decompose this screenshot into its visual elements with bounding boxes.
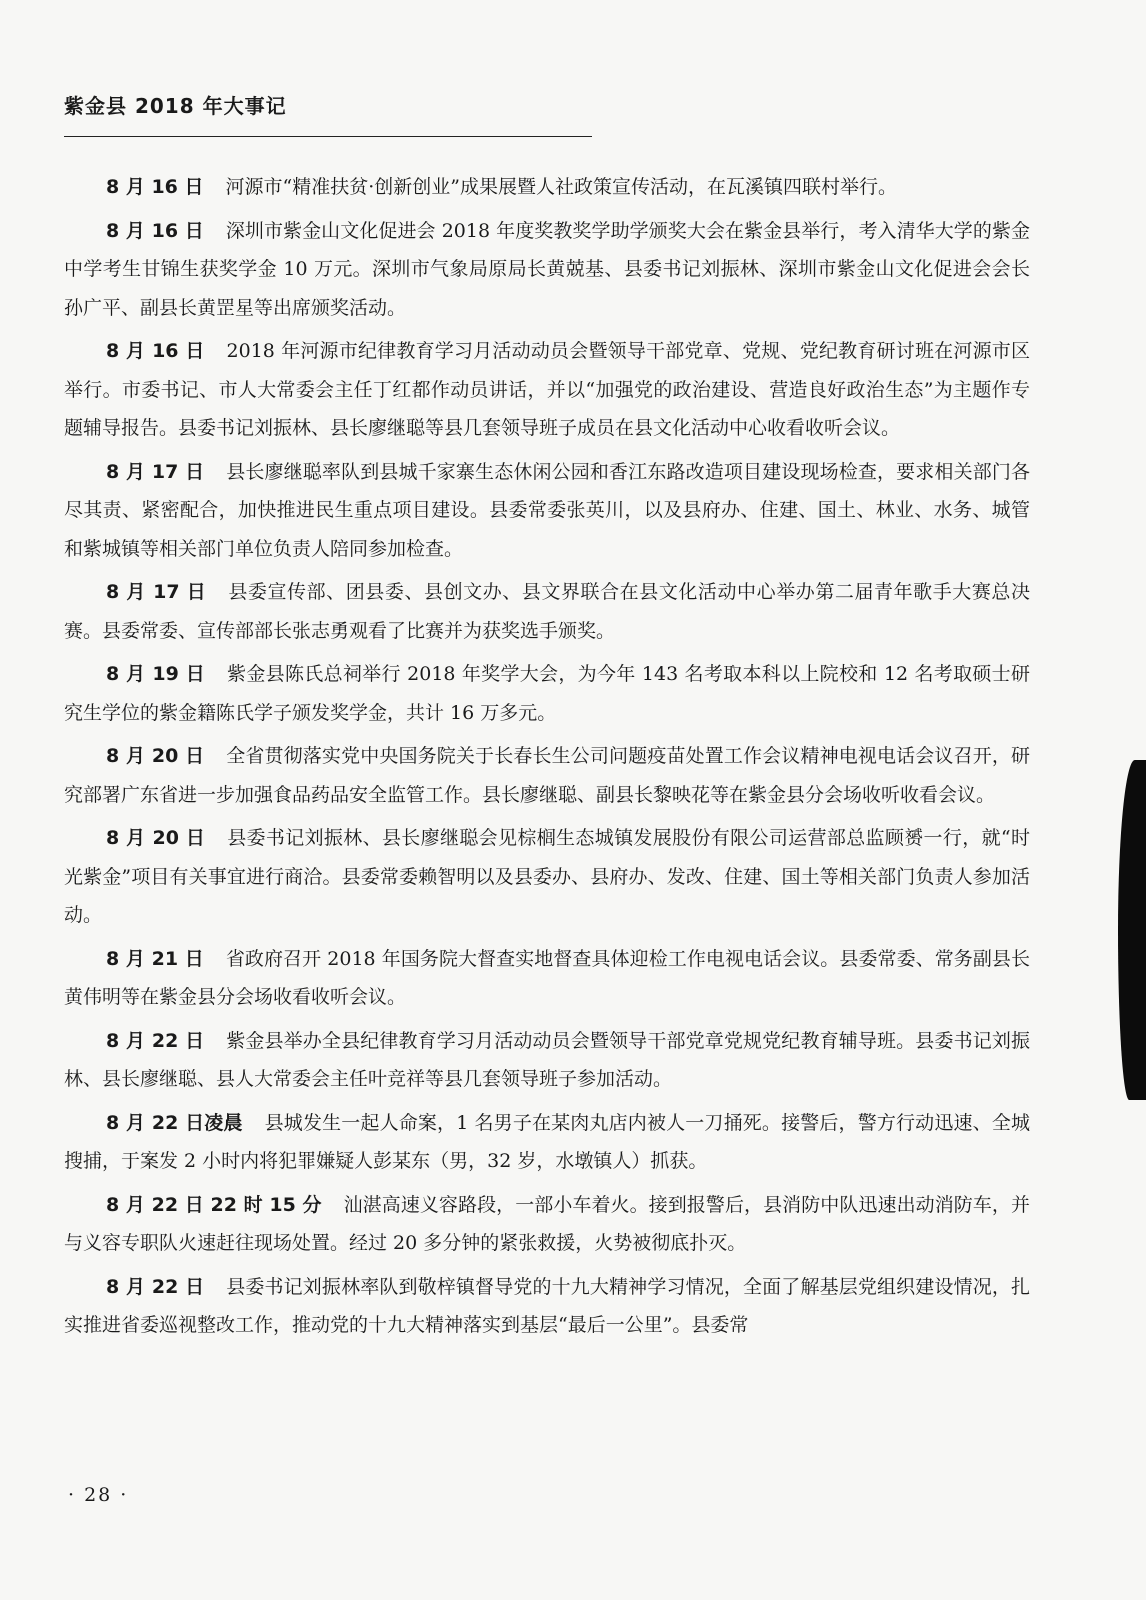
entry bbox=[64, 940, 1030, 1017]
entry-text: 县长廖继聪率队到县城千家寨生态休闲公园和香江东路改造项目建设现场检查，要求相关部门各尽其责、紧密配合，加快推进民生重点项目建设。县委常委张英川，以及县府办、住建、国土、林业、水务、城管和紫城镇等相关部门单位负责人陪同参加检查。 bbox=[64, 460, 1030, 560]
entry bbox=[64, 168, 1030, 207]
entry bbox=[64, 737, 1030, 814]
entry-date: 8 月 16 日 bbox=[106, 176, 204, 198]
entry-date: 8 月 22 日凌晨 bbox=[106, 1111, 243, 1134]
entry-date: 8 月 17 日 bbox=[106, 581, 207, 603]
entry-text: 县城发生一起人命案，1 名男子在某肉丸店内被人一刀捅死。接警后，警方行动迅速、全城搜捕，于案发 2 小时内将犯罪嫌疑人彭某东（男，32 岁，水墩镇人）抓获。 bbox=[64, 1111, 1030, 1172]
entry bbox=[64, 1104, 1030, 1181]
entry-date: 8 月 21 日 bbox=[106, 947, 204, 970]
entry-date: 8 月 22 日 bbox=[106, 1275, 205, 1298]
page-header-title: 紫金县 2018 年大事记 bbox=[64, 94, 287, 118]
entry-date: 8 月 16 日 bbox=[106, 340, 205, 362]
entry-text: 紫金县陈氏总祠举行 2018 年奖学大会，为今年 143 名考取本科以上院校和 12 名考取硕士研究生学位的紫金籍陈氏学子颁发奖学金，共计 16 万多元。 bbox=[64, 663, 1030, 724]
header-divider bbox=[64, 136, 592, 137]
entry-date: 8 月 19 日 bbox=[106, 663, 206, 685]
entry-text: 县委宣传部、团县委、县创文办、县文界联合在县文化活动中心举办第二届青年歌手大赛总决赛。县委常委、宣传部部长张志勇观看了比赛并为获奖选手颁奖。 bbox=[64, 581, 1030, 642]
entry-text: 河源市“精准扶贫·创新创业”成果展暨人社政策宣传活动，在瓦溪镇四联村举行。 bbox=[225, 176, 897, 198]
entry-text: 深圳市紫金山文化促进会 2018 年度奖教奖学助学颁奖大会在紫金县举行，考入清华大学的紫金中学考生甘锦生获奖学金 10 万元。深圳市气象局原局长黄兢基、县委书记刘振林、深圳市紫金山文化促进会会长孙广平、副县长黄罡星等出席颁奖活动。 bbox=[64, 219, 1030, 319]
entry bbox=[64, 1186, 1030, 1263]
entry-text: 汕湛高速义容路段，一部小车着火。接到报警后，县消防中队迅速出动消防车，并与义容专职队火速赶往现场处置。经过 20 多分钟的紧张救援，火势被彻底扑灭。 bbox=[64, 1193, 1030, 1254]
entry bbox=[64, 1268, 1030, 1345]
entry bbox=[64, 332, 1030, 448]
chronicle-entries bbox=[64, 168, 1030, 1350]
entry bbox=[64, 573, 1030, 650]
entry-text: 县委书记刘振林、县长廖继聪会见棕榈生态城镇发展股份有限公司运营部总监顾赟一行，就“时光紫金”项目有关事宜进行商洽。县委常委赖智明以及县委办、县府办、发改、住建、国土等相关部门负责人参加活动。 bbox=[64, 827, 1030, 926]
entry-date: 8 月 22 日 22 时 15 分 bbox=[106, 1193, 322, 1216]
entry bbox=[64, 655, 1030, 732]
entry-text: 紫金县举办全县纪律教育学习月活动动员会暨领导干部党章党规党纪教育辅导班。县委书记刘振林、县长廖继聪、县人大常委会主任叶竞祥等县几套领导班子参加活动。 bbox=[64, 1029, 1030, 1090]
entry-date: 8 月 22 日 bbox=[106, 1029, 205, 1052]
scan-edge-shadow bbox=[1118, 760, 1146, 1100]
entry-date: 8 月 17 日 bbox=[106, 460, 205, 483]
page-number: · 28 · bbox=[68, 1484, 129, 1506]
entry bbox=[64, 453, 1030, 569]
entry-text: 县委书记刘振林率队到敬梓镇督导党的十九大精神学习情况，全面了解基层党组织建设情况，扎实推进省委巡视整改工作，推动党的十九大精神落实到基层“最后一公里”。县委常 bbox=[64, 1275, 1030, 1336]
entry-text: 全省贯彻落实党中央国务院关于长春长生公司问题疫苗处置工作会议精神电视电话会议召开，研究部署广东省进一步加强食品药品安全监管工作。县长廖继聪、副县长黎映花等在紫金县分会场收听收看会议。 bbox=[64, 745, 1030, 806]
entry-text: 省政府召开 2018 年国务院大督查实地督查具体迎检工作电视电话会议。县委常委、常务副县长黄伟明等在紫金县分会场收看收听会议。 bbox=[64, 947, 1030, 1008]
entry bbox=[64, 819, 1030, 935]
entry-date: 8 月 20 日 bbox=[106, 827, 206, 849]
entry-text: 2018 年河源市纪律教育学习月活动动员会暨领导干部党章、党规、党纪教育研讨班在河源市区举行。市委书记、市人大常委会主任丁红都作动员讲话，并以“加强党的政治建设、营造良好政治生态”为主题作专题辅导报告。县委书记刘振林、县长廖继聪等县几套领导班子成员在县文化活动中心收看收听会议。 bbox=[64, 340, 1030, 439]
entry bbox=[64, 1022, 1030, 1099]
entry-date: 8 月 16 日 bbox=[106, 219, 204, 242]
entry bbox=[64, 212, 1030, 328]
entry-date: 8 月 20 日 bbox=[106, 745, 205, 767]
